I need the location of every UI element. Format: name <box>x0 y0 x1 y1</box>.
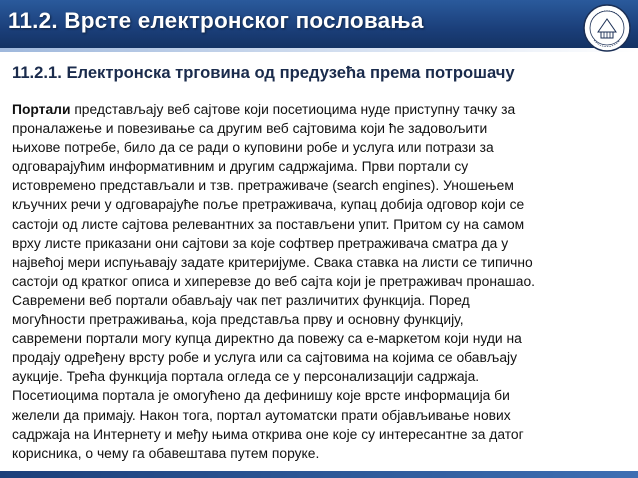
text-line: истовремено представљали и тзв. претраживаче (search engines). Уношењем <box>12 177 514 194</box>
text-line: састоји од листе сајтова релевантних за постављени упит. Притом су на самом <box>12 215 525 232</box>
text-line: састоји од кратког описа и хиперевзе до веб сајта који је претраживач пронашао. <box>12 272 536 289</box>
text-line: врху листе приказани они сајтови за које софтвер претраживача сматра да у <box>12 234 509 251</box>
text-line: њихове потребе, било да се ради о куповини робе и услуга или потрази за <box>12 139 494 156</box>
text-line: могућности претраживања, која представља прву и основну функцију, <box>12 311 464 328</box>
university-seal-icon <box>582 2 632 54</box>
slide-title: 11.2. Врсте електронског пословања <box>8 8 424 33</box>
text-line: аукције. Трећа функција портала огледа се у персонализацији садржаја. <box>12 368 480 385</box>
lead-term: Портали <box>12 101 71 117</box>
text-line: највећој мери испуњавају задате критеријуме. Свака ставка на листи се типично <box>12 253 533 270</box>
text-line: корисника, о чему га обавештава путем поруке. <box>12 444 320 461</box>
bottom-bar <box>0 471 638 478</box>
text-line: Савремени веб портали обављају чак пет различитих функција. Поред <box>12 291 470 308</box>
text-line: кључних речи у одговарајуће поље претраживача, купац добија одговор који се <box>12 196 525 213</box>
text-line: продају одређену врсту робе и услуга или са сајтовима на којима се обављају <box>12 349 518 366</box>
text-line: проналажење и повезивање са другим веб сајтовима који ће задовољити <box>12 120 488 137</box>
text-line: савремени портали могу купца директно да повежу са е-маркетом који нуди на <box>12 330 522 347</box>
text-line: Портали представљају веб сајтове који посетиоцима нуде приступну тачку за <box>12 101 516 117</box>
text-line: Посетиоцима портала је омогућено да дефинишу које врсте информација би <box>12 387 510 404</box>
body-paragraph <box>12 100 630 463</box>
text-line: желели да примају. Након тога, портал аутоматски прати објављивање нових <box>12 406 511 423</box>
section-subtitle: 11.2.1. Електронска трговина од предузећа према потрошачу <box>12 63 515 82</box>
text-line: садржаја на Интернету и међу њима открива оне које су интересантне за датог <box>12 425 524 442</box>
text-line: одговарајућим информативним и другим садржајима. Први портали су <box>12 158 469 175</box>
